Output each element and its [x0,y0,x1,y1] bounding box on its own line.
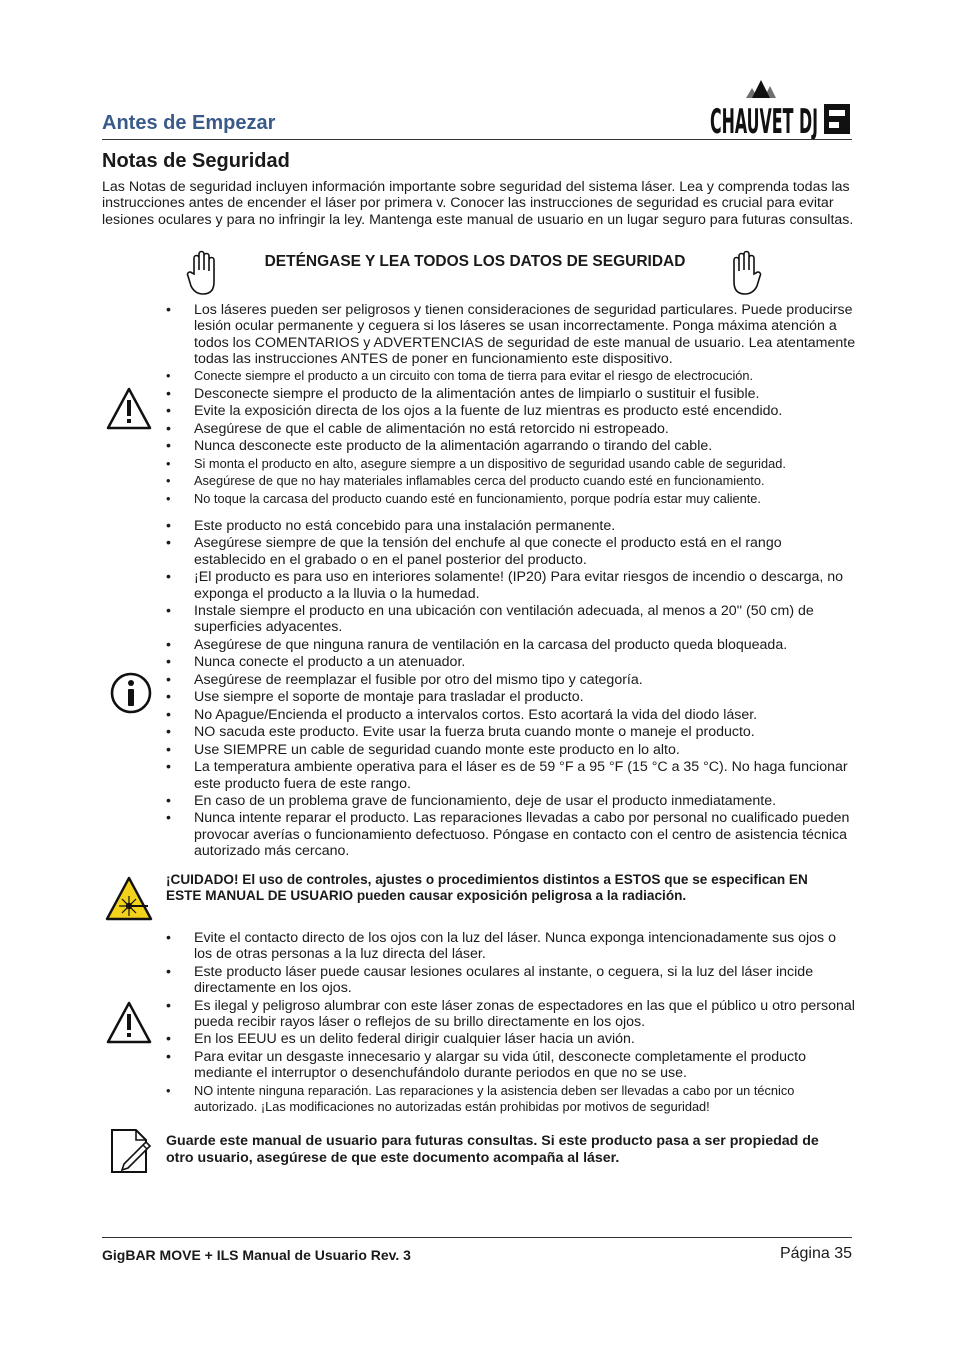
intro-paragraph: Las Notas de seguridad incluyen información importante sobre seguridad del sistema láser. Lea y comprenda todas las instrucciones antes de encender el láser por primera v. Conocer las instrucciones de seguridad es crucial para evitar lesiones oculares y para no infringir la ley. Mantenga este manual de usuario en un lugar seguro para futuras consultas. [102,179,854,228]
info-icon [108,670,154,716]
list-item: • Nunca desconecte este producto de la alimentación agarrando o tirando del cable. [166,438,856,454]
footer-manual-title: GigBAR MOVE + ILS Manual de Usuario Rev. 3 [102,1247,411,1263]
stop-banner: DETÉNGASE Y LEA TODOS LOS DATOS DE SEGURIDAD [264,253,686,270]
list-item: • Use siempre el soporte de montaje para trasladar el producto. [166,689,856,705]
list-item: • Asegúrese de que ninguna ranura de ventilación en la carcasa del producto queda bloqueada. [166,637,856,653]
list-item: • Asegúrese siempre de que la tensión del enchufe al que conecte el producto está en el rango establecido en el grabado o en el panel posterior del producto. [166,535,856,568]
list-item: • Conecte siempre el producto a un circuito con toma de tierra para evitar el riesgo de electrocución. [166,368,856,384]
list-item: • Este producto no está concebido para una instalación permanente. [166,518,856,534]
list-item: • ¡El producto es para uso en interiores solamente! (IP20) Para evitar riesgos de incendio o descarga, no exponga el producto a la lluvia o la humedad. [166,569,856,602]
list-item: • Asegúrese de reemplazar el fusible por otro del mismo tipo y categoría. [166,672,856,688]
laser-caution-text: ¡CUIDADO! El uso de controles, ajustes o procedimientos distintos a ESTOS que se especifican EN ESTE MANUAL DE USUARIO pueden causar exposición peligrosa a la radiación. [166,872,808,904]
logo-text: CHAUVET DJ [710,102,818,142]
list-item: • Instale siempre el producto en una ubicación con ventilación adecuada, al menos a 20'' (50 cm) de superficies adyacentes. [166,603,856,636]
list-item: • En caso de un problema grave de funcionamiento, deje de usar el producto inmediatamente. [166,793,856,809]
list-item: • NO intente ninguna reparación. Las reparaciones y la asistencia deben ser llevadas a cabo por un técnico autorizado. ¡Las modificaciones no autorizadas están prohibidas por motivos de seguridad! [166,1083,856,1116]
list-item: • Es ilegal y peligroso alumbrar con este láser zonas de espectadores en las que el público u otro personal pueda recibir rayos láser o reflejos de su brillo directamente en los ojos. [166,998,856,1031]
list-item: • Asegúrese de que el cable de alimentación no está retorcido ni estropeado. [166,421,856,437]
stop-hand-icon [186,250,220,298]
stop-hand-icon [728,250,762,298]
list-item: • Evite la exposición directa de los ojos a la fuente de luz mientras es producto esté encendido. [166,403,856,419]
list-item: • En los EEUU es un delito federal dirigir cualquier láser hacia un avión. [166,1031,856,1047]
warning-list-2 [166,930,856,1116]
list-item: • Use SIEMPRE un cable de seguridad cuando monte este producto en lo alto. [166,742,856,758]
list-item: • Nunca conecte el producto a un atenuador. [166,654,856,670]
list-item: • Evite el contacto directo de los ojos con la luz del láser. Nunca exponga intencionadamente sus ojos o los de otras personas a la luz directa del láser. [166,930,856,963]
list-item: • No Apague/Encienda el producto a intervalos cortos. Esto acortará la vida del diodo láser. [166,707,856,723]
list-item: • Este producto láser puede causar lesiones oculares al instante, o ceguera, si la luz del láser incide directamente en los ojos. [166,964,856,997]
note-text: Guarde este manual de usuario para futuras consultas. Si este producto pasa a ser propiedad de otro usuario, asegúrese de que este documento acompaña al láser. [166,1133,819,1166]
list-item: • No toque la carcasa del producto cuando esté en funcionamiento, porque podría estar muy caliente. [166,491,856,507]
footer-page-number: Página 35 [779,1245,852,1262]
warning-list-1 [166,302,856,508]
warning-triangle-icon [106,1000,152,1046]
laser-warning-icon [106,876,152,922]
note-pencil-icon [108,1128,154,1174]
header-rule [102,139,852,140]
list-item: • La temperatura ambiente operativa para el láser es de 59 °F a 95 °F (15 °C a 35 °C). No haga funcionar este producto fuera de este rango. [166,759,856,792]
section-title: Antes de Empezar [102,112,276,134]
chauvet-dj-logo [708,76,854,142]
list-item: • Asegúrese de que no hay materiales inflamables cerca del producto cuando esté en funcionamiento. [166,473,856,489]
warning-triangle-icon [106,386,152,432]
list-item: • Si monta el producto en alto, asegure siempre a un dispositivo de seguridad usando cable de seguridad. [166,456,856,472]
list-item: • Nunca intente reparar el producto. Las reparaciones llevadas a cabo por personal no cualificado pueden provocar averías o funcionamiento defectuoso. Póngase en contacto con el centro de asistencia técnica autorizado más cercano. [166,810,856,859]
footer-rule [102,1237,852,1238]
info-list [166,518,856,861]
list-item: • Para evitar un desgaste innecesario y alargar su vida útil, desconecte completamente el producto mediante el interruptor o desenchufándolo durante periodos en que no se use. [166,1049,856,1082]
list-item: • Desconecte siempre el producto de la alimentación antes de limpiarlo o sustituir el fusible. [166,386,856,402]
page-title: Notas de Seguridad [102,150,290,172]
list-item: • Los láseres pueden ser peligrosos y tienen consideraciones de seguridad particulares. Puede producirse lesión ocular permanente y ceguera si los láseres se usan incorrectamente. Ponga máxima atención a todos los COMENTARIOS y ADVERTENCIAS de seguridad de este manual de usuario. Lea atentamente todas las instrucciones ANTES de poner en funcionamiento este dispositivo. [166,302,856,367]
list-item: • NO sacuda este producto. Evite usar la fuerza bruta cuando monte o maneje el producto. [166,724,856,740]
